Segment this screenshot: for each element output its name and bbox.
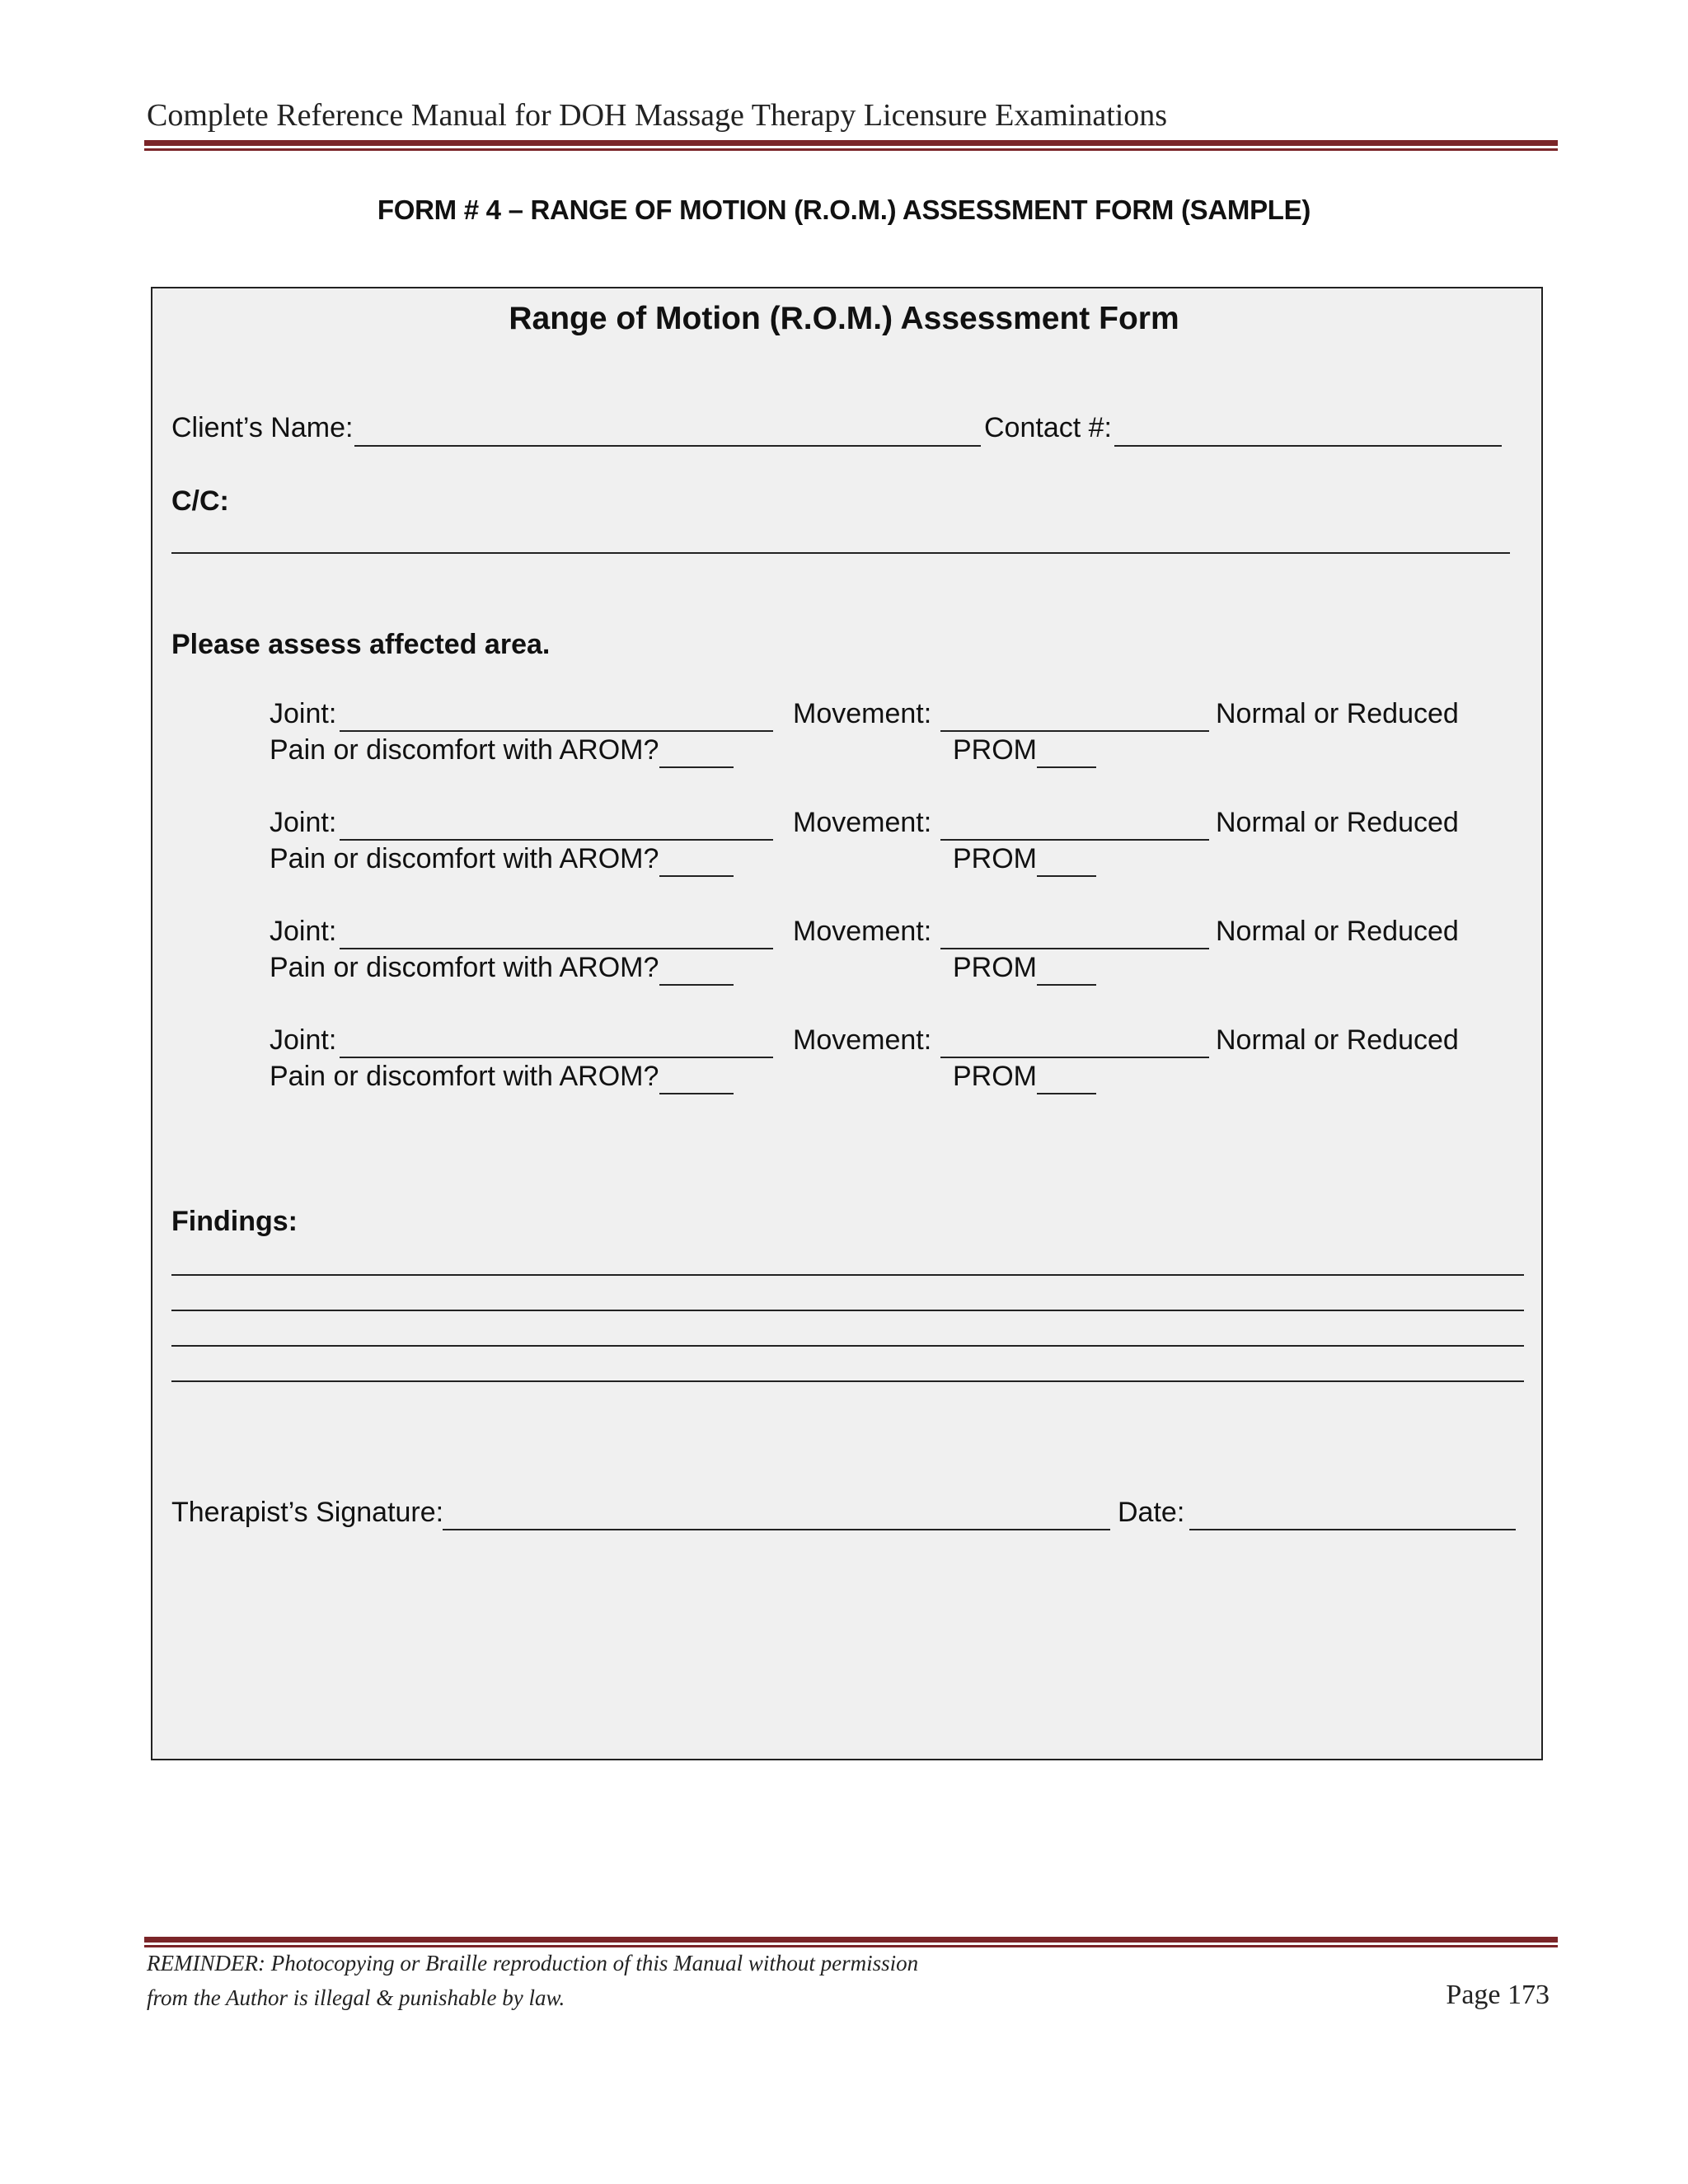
- client-name-label: Client’s Name:: [171, 412, 354, 443]
- arom-field[interactable]: [659, 1093, 734, 1094]
- arom-field[interactable]: [659, 984, 734, 986]
- form-heading: FORM # 4 – RANGE OF MOTION (R.O.M.) ASSESSMENT FORM (SAMPLE): [377, 194, 1311, 225]
- prom-field[interactable]: [1037, 1093, 1096, 1094]
- reminder-line-2: from the Author is illegal & punishable by law.: [147, 1985, 565, 2010]
- header-rule-thin: [144, 148, 1558, 151]
- normal-or-reduced: Normal or Reduced: [1216, 698, 1459, 729]
- findings-line[interactable]: [171, 1274, 1524, 1276]
- movement-label: Movement:: [793, 698, 932, 729]
- findings-line[interactable]: [171, 1310, 1524, 1311]
- prom-field[interactable]: [1037, 875, 1096, 877]
- joint-label: Joint:: [270, 698, 337, 729]
- page-number: Page 173: [1446, 1980, 1550, 2010]
- contact-field[interactable]: [1114, 445, 1502, 447]
- footer-rule-thick: [144, 1937, 1558, 1943]
- movement-field[interactable]: [940, 839, 1209, 841]
- joint-label: Joint:: [270, 1024, 337, 1056]
- movement-field[interactable]: [940, 730, 1209, 732]
- arom-label: Pain or discomfort with AROM?: [270, 734, 659, 766]
- prom-label: PROM: [953, 734, 1037, 766]
- joint-field[interactable]: [340, 1057, 773, 1058]
- prom-label: PROM: [953, 1061, 1037, 1092]
- movement-field[interactable]: [940, 1057, 1209, 1058]
- header-rule-thick: [144, 140, 1558, 146]
- form-title: Range of Motion (R.O.M.) Assessment Form: [509, 301, 1179, 336]
- movement-label: Movement:: [793, 1024, 932, 1056]
- date-field[interactable]: [1189, 1529, 1516, 1530]
- form-box: [151, 287, 1543, 1760]
- date-label: Date:: [1118, 1497, 1185, 1528]
- findings-label: Findings:: [171, 1206, 298, 1237]
- contact-label: Contact #:: [984, 412, 1112, 443]
- prom-label: PROM: [953, 843, 1037, 874]
- arom-label: Pain or discomfort with AROM?: [270, 1061, 659, 1092]
- footer-rule-thin: [144, 1945, 1558, 1947]
- prom-field[interactable]: [1037, 766, 1096, 768]
- normal-or-reduced: Normal or Reduced: [1216, 807, 1459, 838]
- joint-field[interactable]: [340, 730, 773, 732]
- manual-title: Complete Reference Manual for DOH Massage Therapy Licensure Examinations: [147, 98, 1168, 133]
- movement-label: Movement:: [793, 807, 932, 838]
- prom-field[interactable]: [1037, 984, 1096, 986]
- findings-line[interactable]: [171, 1345, 1524, 1347]
- movement-field[interactable]: [940, 948, 1209, 949]
- reminder-line-1: REMINDER: Photocopying or Braille reproduction of this Manual without permission: [147, 1951, 919, 1975]
- normal-or-reduced: Normal or Reduced: [1216, 916, 1459, 947]
- joint-field[interactable]: [340, 839, 773, 841]
- signature-label: Therapist’s Signature:: [171, 1497, 444, 1528]
- signature-field[interactable]: [443, 1529, 1110, 1530]
- cc-field[interactable]: [171, 552, 1510, 554]
- arom-label: Pain or discomfort with AROM?: [270, 843, 659, 874]
- arom-field[interactable]: [659, 766, 734, 768]
- movement-label: Movement:: [793, 916, 932, 947]
- joint-field[interactable]: [340, 948, 773, 949]
- findings-line[interactable]: [171, 1380, 1524, 1382]
- client-name-field[interactable]: [354, 445, 981, 447]
- joint-label: Joint:: [270, 916, 337, 947]
- arom-field[interactable]: [659, 875, 734, 877]
- cc-label: C/C:: [171, 485, 229, 517]
- arom-label: Pain or discomfort with AROM?: [270, 952, 659, 983]
- joint-label: Joint:: [270, 807, 337, 838]
- assess-instruction: Please assess affected area.: [171, 629, 551, 660]
- normal-or-reduced: Normal or Reduced: [1216, 1024, 1459, 1056]
- prom-label: PROM: [953, 952, 1037, 983]
